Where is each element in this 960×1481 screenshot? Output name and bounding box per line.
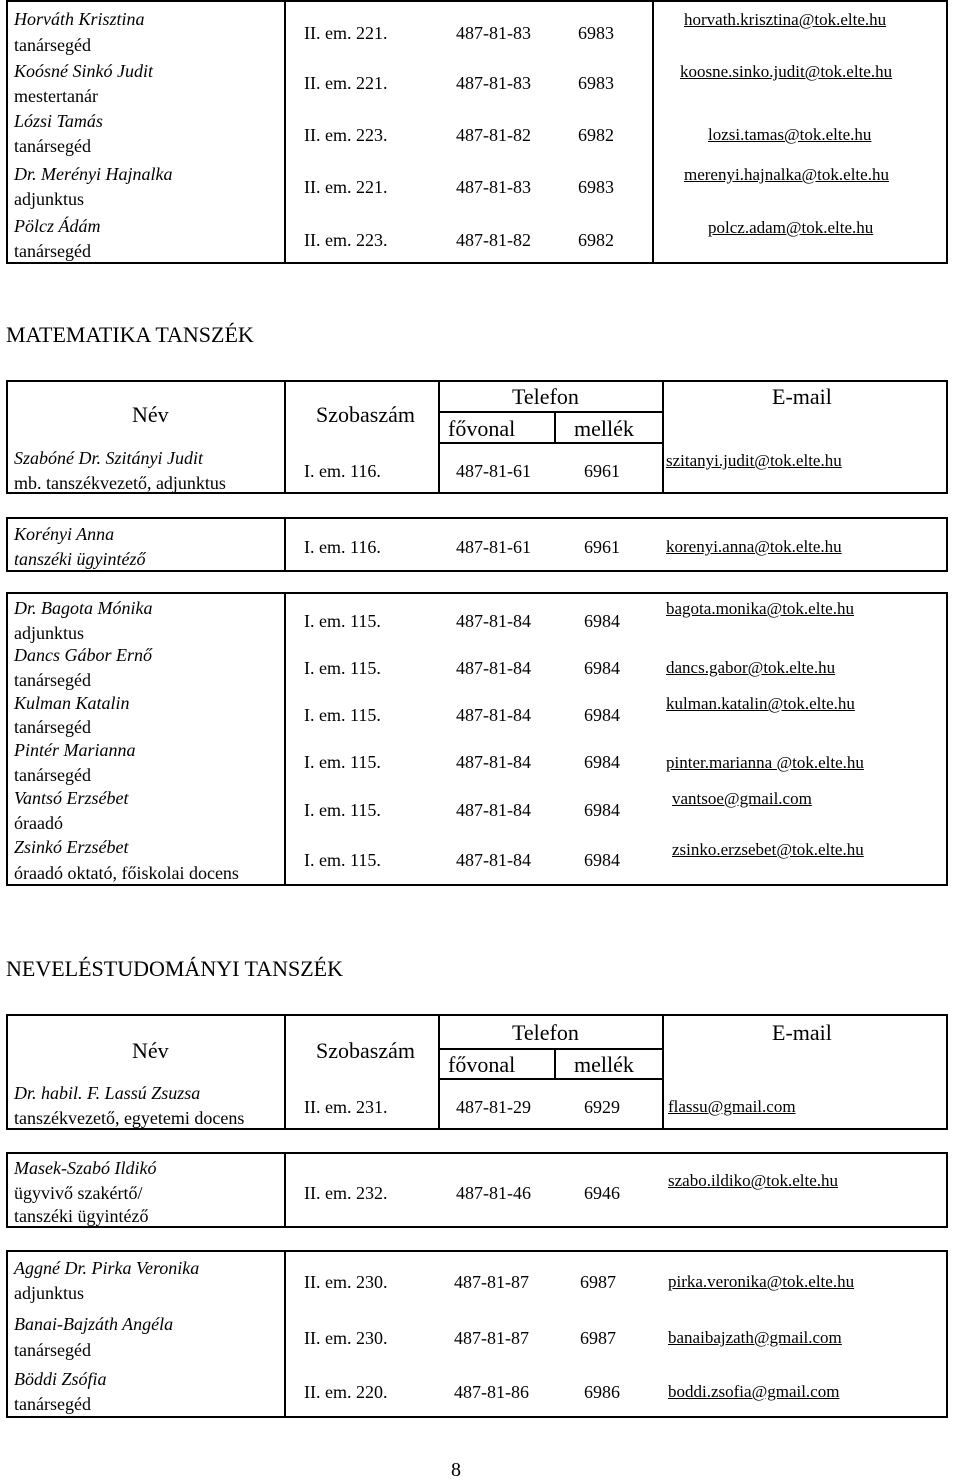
email-link[interactable]: merenyi.hajnalka@tok.elte.hu bbox=[684, 165, 889, 184]
staff-title: tanársegéd bbox=[14, 241, 91, 261]
room-number: I. em. 115. bbox=[304, 658, 381, 678]
email-link[interactable]: pinter.marianna @tok.elte.hu bbox=[666, 753, 864, 772]
room-number: II. em. 221. bbox=[304, 177, 388, 197]
phone-main: 487-81-61 bbox=[456, 461, 531, 481]
room-number: II. em. 223. bbox=[304, 230, 388, 250]
column-divider bbox=[662, 1016, 664, 1128]
column-divider bbox=[284, 1016, 286, 1128]
column-header-phone: Telefon bbox=[512, 384, 579, 409]
phone-extension: 6986 bbox=[584, 1382, 620, 1402]
staff-title: tanársegéd bbox=[14, 670, 91, 690]
staff-title: tanszéki ügyintéző bbox=[14, 549, 146, 569]
column-header-room: Szobaszám bbox=[316, 1038, 415, 1063]
column-header-extension: mellék bbox=[574, 1052, 634, 1077]
column-divider bbox=[652, 2, 654, 262]
phone-extension: 6984 bbox=[584, 705, 620, 725]
email-link[interactable]: koosne.sinko.judit@tok.elte.hu bbox=[680, 62, 893, 81]
staff-title: tanszékvezető, egyetemi docens bbox=[14, 1108, 245, 1128]
staff-name: Dancs Gábor Ernő bbox=[14, 645, 152, 665]
phone-main: 487-81-83 bbox=[456, 23, 531, 43]
staff-name: Koósné Sinkó Judit bbox=[14, 61, 153, 81]
column-divider bbox=[554, 411, 556, 442]
staff-title: tanársegéd bbox=[14, 1340, 91, 1360]
staff-name: Pintér Marianna bbox=[14, 740, 136, 760]
email-link[interactable]: szitanyi.judit@tok.elte.hu bbox=[666, 451, 842, 470]
column-divider bbox=[284, 2, 286, 262]
room-number: II. em. 220. bbox=[304, 1382, 388, 1402]
staff-title: adjunktus bbox=[14, 189, 84, 209]
staff-title: mestertanár bbox=[14, 86, 98, 106]
staff-title: ügyvivő szakértő/ bbox=[14, 1183, 143, 1203]
phone-main: 487-81-87 bbox=[454, 1272, 529, 1292]
room-number: II. em. 231. bbox=[304, 1097, 388, 1117]
column-header-name: Név bbox=[132, 402, 169, 427]
email-link[interactable]: korenyi.anna@tok.elte.hu bbox=[666, 537, 842, 556]
column-header-name: Név bbox=[132, 1038, 169, 1063]
room-number: II. em. 223. bbox=[304, 125, 388, 145]
email-link[interactable]: flassu@gmail.com bbox=[668, 1097, 796, 1116]
header-divider bbox=[438, 442, 662, 444]
phone-main: 487-81-87 bbox=[454, 1328, 529, 1348]
email-link[interactable]: boddi.zsofia@gmail.com bbox=[668, 1382, 840, 1401]
neveles-header-table bbox=[6, 1014, 948, 1130]
room-number: I. em. 116. bbox=[304, 537, 381, 557]
email-link[interactable]: pirka.veronika@tok.elte.hu bbox=[668, 1272, 855, 1291]
staff-title: óraadó oktató, főiskolai docens bbox=[14, 863, 239, 883]
email-link[interactable]: vantsoe@gmail.com bbox=[672, 789, 812, 808]
phone-extension: 6946 bbox=[584, 1183, 620, 1203]
phone-main: 487-81-84 bbox=[456, 800, 531, 820]
staff-name: Dr. Merényi Hajnalka bbox=[14, 164, 173, 184]
email-link[interactable]: polcz.adam@tok.elte.hu bbox=[708, 218, 874, 237]
phone-main: 487-81-46 bbox=[456, 1183, 531, 1203]
staff-name: Vantsó Erzsébet bbox=[14, 788, 129, 808]
room-number: II. em. 230. bbox=[304, 1272, 388, 1292]
column-divider bbox=[284, 519, 286, 570]
staff-title: adjunktus bbox=[14, 623, 84, 643]
room-number: II. em. 221. bbox=[304, 73, 388, 93]
phone-extension: 6984 bbox=[584, 800, 620, 820]
phone-extension: 6987 bbox=[580, 1272, 616, 1292]
staff-title: mb. tanszékvezető, adjunktus bbox=[14, 473, 226, 493]
phone-extension: 6984 bbox=[584, 658, 620, 678]
room-number: II. em. 221. bbox=[304, 23, 388, 43]
column-header-extension: mellék bbox=[574, 416, 634, 441]
room-number: I. em. 115. bbox=[304, 752, 381, 772]
email-link[interactable]: horvath.krisztina@tok.elte.hu bbox=[684, 10, 887, 29]
phone-main: 487-81-84 bbox=[456, 752, 531, 772]
section-title-nevelestudomanyi: NEVELÉSTUDOMÁNYI TANSZÉK bbox=[6, 956, 343, 981]
email-link[interactable]: lozsi.tamas@tok.elte.hu bbox=[708, 125, 872, 144]
staff-title: tanszéki ügyintéző bbox=[14, 1206, 149, 1226]
staff-name: Zsinkó Erzsébet bbox=[14, 837, 129, 857]
phone-extension: 6961 bbox=[584, 461, 620, 481]
staff-title: adjunktus bbox=[14, 1283, 84, 1303]
staff-name: Lózsi Tamás bbox=[14, 111, 103, 131]
phone-main: 487-81-82 bbox=[456, 230, 531, 250]
phone-extension: 6929 bbox=[584, 1097, 620, 1117]
phone-extension: 6984 bbox=[584, 752, 620, 772]
phone-main: 487-81-83 bbox=[456, 73, 531, 93]
room-number: I. em. 115. bbox=[304, 850, 381, 870]
staff-name: Horváth Krisztina bbox=[14, 9, 145, 29]
email-link[interactable]: zsinko.erzsebet@tok.elte.hu bbox=[672, 840, 864, 859]
column-header-main-line: fővonal bbox=[448, 416, 516, 441]
column-divider bbox=[284, 594, 286, 884]
email-link[interactable]: banaibajzath@gmail.com bbox=[668, 1328, 842, 1347]
column-divider bbox=[284, 1154, 286, 1226]
header-divider bbox=[438, 411, 662, 413]
column-divider bbox=[284, 382, 286, 492]
header-divider bbox=[438, 1048, 662, 1050]
staff-name: Korényi Anna bbox=[14, 524, 115, 544]
room-number: II. em. 230. bbox=[304, 1328, 388, 1348]
staff-name: Kulman Katalin bbox=[14, 693, 130, 713]
column-header-main-line: fővonal bbox=[448, 1052, 516, 1077]
room-number: II. em. 232. bbox=[304, 1183, 388, 1203]
column-divider bbox=[662, 382, 664, 492]
phone-extension: 6984 bbox=[584, 611, 620, 631]
email-link[interactable]: bagota.monika@tok.elte.hu bbox=[666, 599, 854, 618]
phone-main: 487-81-29 bbox=[456, 1097, 531, 1117]
email-link[interactable]: kulman.katalin@tok.elte.hu bbox=[666, 694, 855, 713]
phone-extension: 6987 bbox=[580, 1328, 616, 1348]
section-title-matematika: MATEMATIKA TANSZÉK bbox=[6, 322, 254, 347]
staff-name: Dr. Bagota Mónika bbox=[14, 598, 153, 618]
room-number: I. em. 115. bbox=[304, 705, 381, 725]
phone-extension: 6982 bbox=[578, 125, 614, 145]
staff-title: tanársegéd bbox=[14, 1394, 91, 1414]
phone-extension: 6982 bbox=[578, 230, 614, 250]
phone-main: 487-81-83 bbox=[456, 177, 531, 197]
staff-name: Masek-Szabó Ildikó bbox=[14, 1158, 157, 1178]
matematika-admin-table bbox=[6, 517, 948, 572]
column-header-phone: Telefon bbox=[512, 1020, 579, 1045]
phone-extension: 6961 bbox=[584, 537, 620, 557]
header-divider bbox=[438, 1078, 662, 1080]
staff-name: Szabóné Dr. Szitányi Judit bbox=[14, 448, 203, 468]
staff-title: tanársegéd bbox=[14, 136, 91, 156]
staff-name: Dr. habil. F. Lassú Zsuzsa bbox=[14, 1083, 201, 1103]
email-link[interactable]: dancs.gabor@tok.elte.hu bbox=[666, 658, 836, 677]
column-divider bbox=[554, 1048, 556, 1078]
staff-title: tanársegéd bbox=[14, 765, 91, 785]
neveles-admin-table bbox=[6, 1152, 948, 1228]
phone-main: 487-81-86 bbox=[454, 1382, 529, 1402]
column-header-email: E-mail bbox=[772, 384, 832, 409]
room-number: I. em. 115. bbox=[304, 800, 381, 820]
staff-name: Aggné Dr. Pirka Veronika bbox=[14, 1258, 200, 1278]
column-divider bbox=[438, 1016, 440, 1128]
room-number: I. em. 116. bbox=[304, 461, 381, 481]
page-number: 8 bbox=[451, 1459, 461, 1481]
phone-extension: 6983 bbox=[578, 73, 614, 93]
phone-main: 487-81-61 bbox=[456, 537, 531, 557]
phone-extension: 6983 bbox=[578, 177, 614, 197]
staff-title: óraadó bbox=[14, 813, 63, 833]
column-header-email: E-mail bbox=[772, 1020, 832, 1045]
column-divider bbox=[284, 1252, 286, 1416]
phone-extension: 6984 bbox=[584, 850, 620, 870]
phone-main: 487-81-84 bbox=[456, 611, 531, 631]
phone-extension: 6983 bbox=[578, 23, 614, 43]
phone-main: 487-81-84 bbox=[456, 705, 531, 725]
matematika-staff-table bbox=[6, 592, 948, 886]
phone-main: 487-81-84 bbox=[456, 658, 531, 678]
neveles-staff-table bbox=[6, 1250, 948, 1418]
matematika-header-table bbox=[6, 380, 948, 494]
top-staff-table bbox=[6, 0, 948, 264]
email-link[interactable]: szabo.ildiko@tok.elte.hu bbox=[668, 1171, 839, 1190]
room-number: I. em. 115. bbox=[304, 611, 381, 631]
staff-name: Böddi Zsófia bbox=[14, 1369, 107, 1389]
staff-name: Banai-Bajzáth Angéla bbox=[14, 1314, 174, 1334]
phone-main: 487-81-84 bbox=[456, 850, 531, 870]
column-divider bbox=[438, 382, 440, 492]
staff-title: tanársegéd bbox=[14, 717, 91, 737]
staff-title: tanársegéd bbox=[14, 35, 91, 55]
phone-main: 487-81-82 bbox=[456, 125, 531, 145]
column-header-room: Szobaszám bbox=[316, 402, 415, 427]
staff-name: Pölcz Ádám bbox=[14, 216, 101, 236]
